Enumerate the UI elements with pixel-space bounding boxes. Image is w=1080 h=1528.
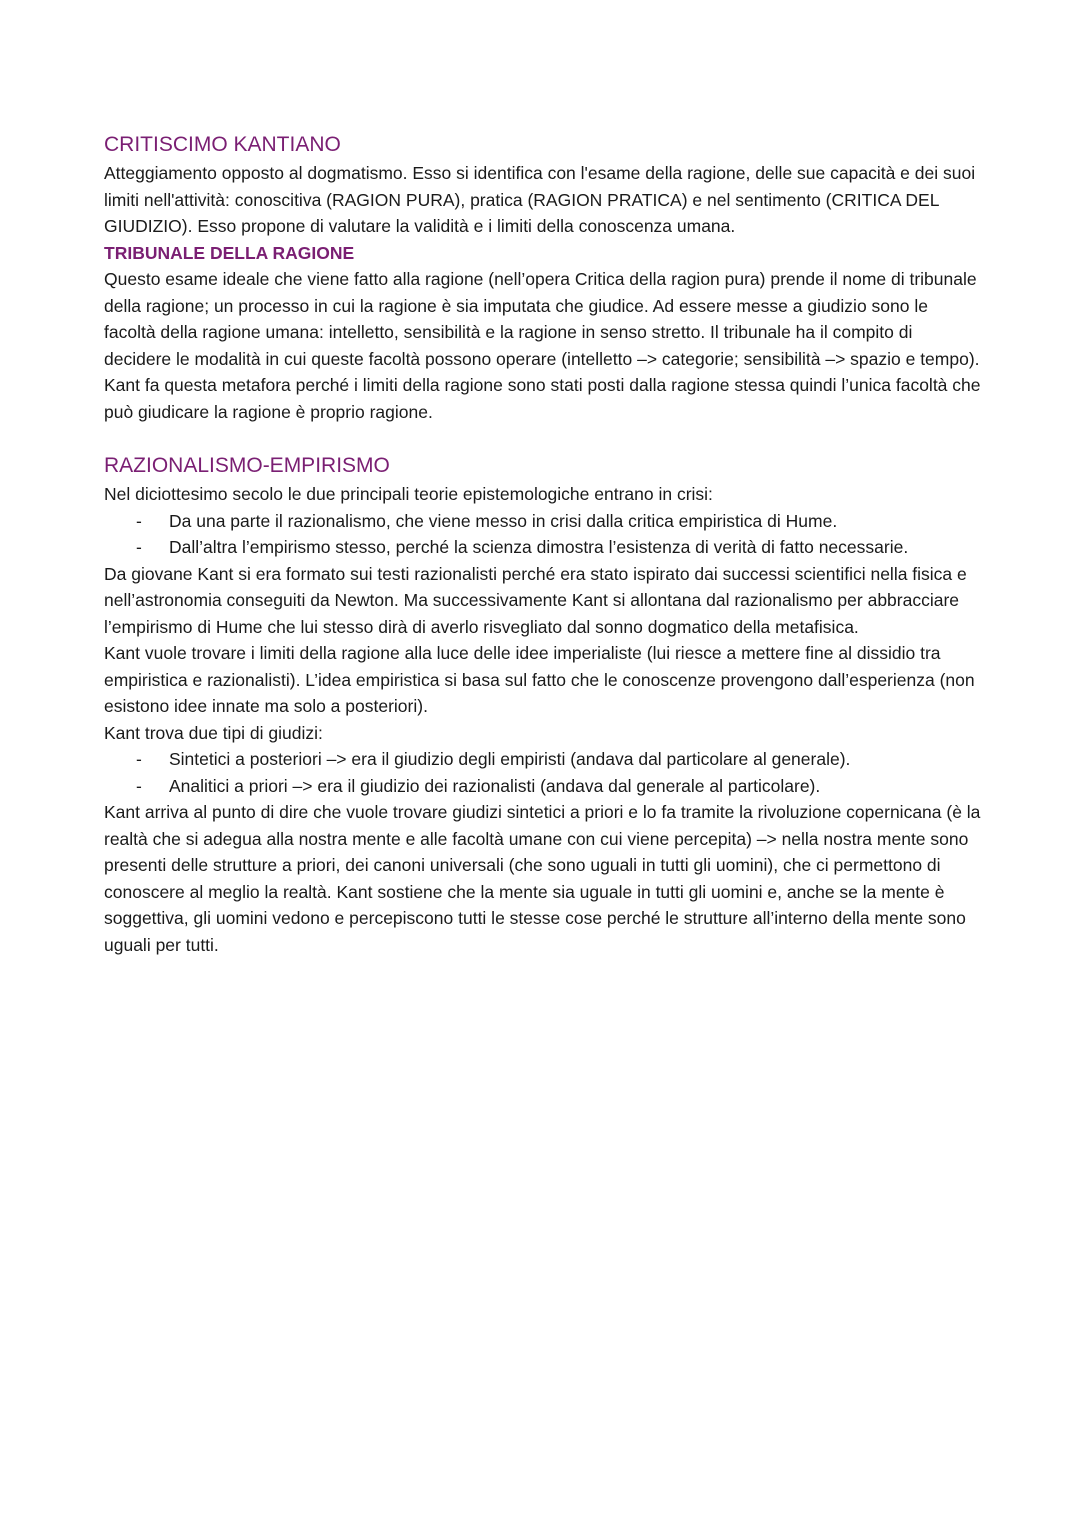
dash-marker: - bbox=[136, 537, 142, 557]
list-item-text: Sintetici a posteriori –> era il giudizio degli empiristi (andava dal particolare al generale). bbox=[169, 749, 851, 769]
paragraph-tribunale-2: Kant fa questa metafora perché i limiti della ragione sono stati posti dalla ragione stessa quindi l’unica facoltà che può giudicare la ragione è proprio ragione. bbox=[104, 375, 981, 422]
paragraph-kant-giovane: Da giovane Kant si era formato sui testi razionalisti perché era stato ispirato dai successi scientifici nella fisica e nell’astronomia conseguiti da Newton. Ma successivamente Kant si allontana dal razionalismo per abbracciare l’empirismo di Hume che lui stesso dirà di averlo risvegliato dal sonno dogmatico della metafisica. bbox=[104, 563, 967, 637]
list-item bbox=[104, 534, 984, 561]
bullet-list-giudizi bbox=[104, 746, 984, 799]
list-item-text: Da una parte il razionalismo, che viene messo in crisi dalla critica empiristica di Hume. bbox=[169, 510, 838, 531]
subsection-title-tribunale: TRIBUNALE DELLA RAGIONE bbox=[104, 242, 355, 263]
dash-marker: - bbox=[136, 510, 142, 531]
dash-marker: - bbox=[136, 749, 142, 769]
section-spacer bbox=[104, 425, 984, 451]
section-title-razionalismo: RAZIONALISMO-EMPIRISMO bbox=[104, 454, 390, 477]
section-title-criticismo: CRITISCIMO KANTIANO bbox=[104, 133, 341, 156]
paragraph-kant-giudizi: Kant trova due tipi di giudizi: bbox=[104, 722, 323, 743]
bullet-list-crisi bbox=[104, 508, 984, 561]
paragraph-intro: Nel diciottesimo secolo le due principali teorie epistemologiche entrano in crisi: bbox=[104, 484, 713, 504]
list-item-text: Analitici a priori –> era il giudizio dei razionalisti (andava dal generale al particolare). bbox=[169, 775, 821, 796]
dash-marker: - bbox=[136, 775, 142, 796]
paragraph-kant-limiti: Kant vuole trovare i limiti della ragione alla luce delle idee imperialiste (lui riesce a mettere fine al dissidio tra empiristica e razionalisti). L’idea empiristica si basa sul fatto che le conoscenze provengono dall’esperienza (non esistono idee innate ma solo a posteriori). bbox=[104, 643, 975, 716]
list-item bbox=[104, 508, 984, 535]
list-item-text: Dall’altra l’empirismo stesso, perché la scienza dimostra l’esistenza di verità di fatto necessarie. bbox=[169, 537, 909, 557]
paragraph-closing: Kant arriva al punto di dire che vuole trovare giudizi sintetici a priori e lo fa tramite la rivoluzione copernicana (è la realtà che si adegua alla nostra mente e alle facoltà umane con cui viene percepita) –> nella nostra mente sono presenti delle strutture a priori, dei canoni universali (che sono uguali in tutti gli uomini), che ci permettono di conoscere al meglio la realtà. Kant sostiene che la mente sia uguale in tutti gli uomini e, anche se la mente è soggettiva, gli uomini vedono e percepiscono tutti le stesse cose perché le strutture all’interno della mente sono uguali per tutti. bbox=[104, 802, 981, 955]
document-page bbox=[104, 130, 984, 958]
list-item bbox=[104, 773, 984, 800]
paragraph-criticismo: Atteggiamento opposto al dogmatismo. Esso si identifica con l'esame della ragione, delle sue capacità e dei suoi limiti nell'attività: conoscitiva (RAGION PURA), pratica (RAGION PRATICA) e nel sentimento (CRITICA DEL GIUDIZIO). Esso propone di valutare la validità e i limiti della conoscenza umana. bbox=[104, 163, 976, 236]
list-item bbox=[104, 746, 984, 773]
paragraph-tribunale-1: Questo esame ideale che viene fatto alla ragione (nell’opera Critica della ragion pura) prende il nome di tribunale della ragione; un processo in cui la ragione è sia imputata che giudice. Ad essere messe a giudizio sono le facoltà della ragione umana: intelletto, sensibilità e la ragione in senso stretto. Il tribunale ha il compito di decidere le modalità in cui queste facoltà possono operare (intelletto –> categorie; sensibilità –> spazio e tempo). bbox=[104, 269, 980, 369]
